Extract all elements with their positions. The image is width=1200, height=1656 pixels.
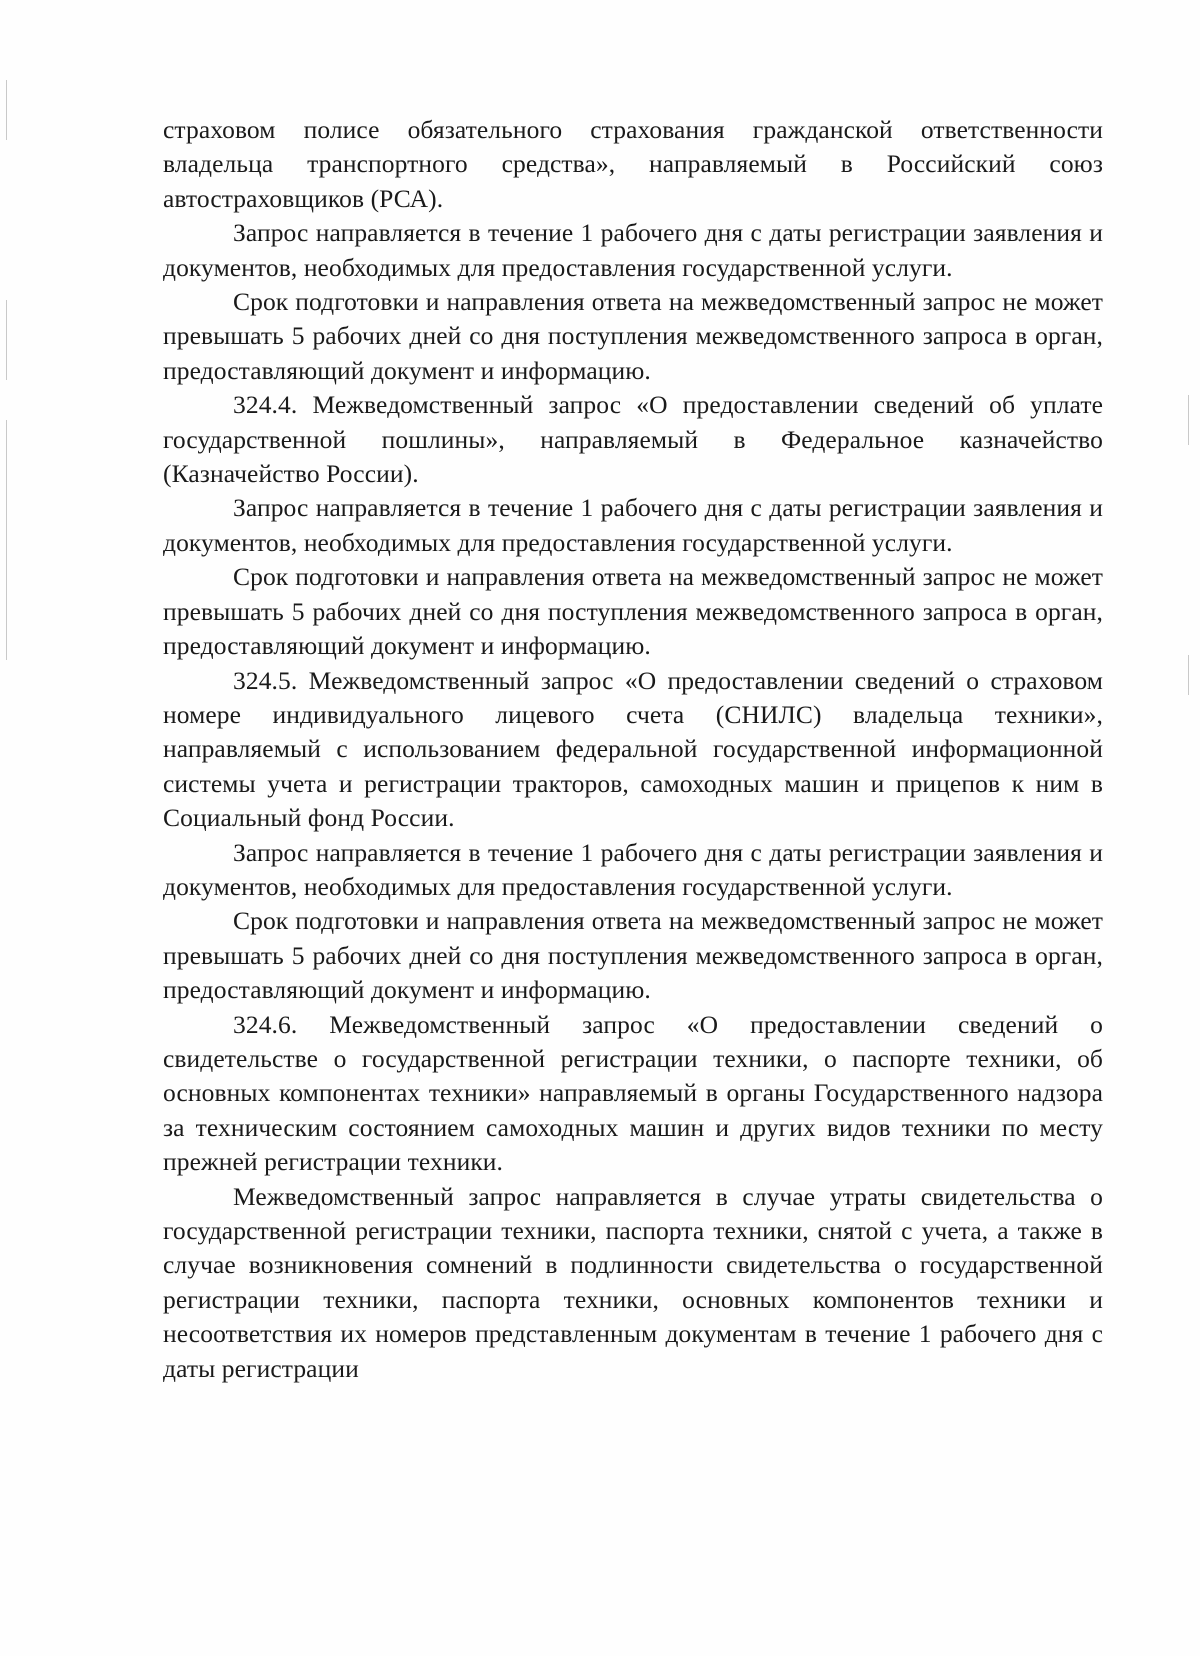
paragraph-2: Запрос направляется в течение 1 рабочего дня с даты регистрации заявления и документов, необходимых для предоставления государственной услуги. (163, 218, 1103, 282)
scan-artifact-right-2 (1188, 655, 1189, 695)
paragraph-4: 324.4. Межведомственный запрос «О предоставлении сведений об уплате государственной пошлины», направляемый в Федеральное казначейство (Казначейство России). (163, 390, 1103, 489)
scan-artifact-left-2 (6, 300, 7, 380)
paragraph-1: страховом полисе обязательного страхования гражданской ответственности владельца транспортного средства», направляемый в Российский союз автостраховщиков (РСА). (163, 115, 1103, 213)
paragraph-6: Срок подготовки и направления ответа на межведомственный запрос не может превышать 5 рабочих дней со дня поступления межведомственного запроса в орган, предоставляющий документ и информацию. (163, 562, 1103, 661)
paragraph-10: 324.6. Межведомственный запрос «О предоставлении сведений о свидетельстве о государственной регистрации техники, о паспорте техники, об основных компонентах техники» направляемый в органы Государственного надзора за техническим состоянием самоходных машин и других видов техники по месту прежней регистрации техники. (163, 1009, 1103, 1177)
paragraph-3: Срок подготовки и направления ответа на межведомственный запрос не может превышать 5 рабочих дней со дня поступления межведомственного запроса в орган, предоставляющий документ и информацию. (163, 287, 1103, 385)
paragraph-8: Запрос направляется в течение 1 рабочего дня с даты регистрации заявления и документов, необходимых для предоставления государственной услуги. (163, 837, 1103, 901)
paragraph-5: Запрос направляется в течение 1 рабочего дня с даты регистрации заявления и документов, необходимых для предоставления государственной услуги. (163, 493, 1103, 557)
scan-artifact-left-1 (6, 80, 7, 140)
paragraph-9: Срок подготовки и направления ответа на межведомственный запрос не может превышать 5 рабочих дней со дня поступления межведомственного запроса в орган, предоставляющий документ и информацию. (163, 906, 1103, 1005)
paragraph-11: Межведомственный запрос направляется в случае утраты свидетельства о государственной регистрации техники, паспорта техники, снятой с учета, а также в случае возникновения сомнений в подлинности свидетельства о государственной регистрации техники, паспорта техники, основных компонентов техники и несоответствия их номеров представленным документам в течение 1 рабочего дня с даты регистрации (163, 1181, 1103, 1383)
paragraph-7: 324.5. Межведомственный запрос «О предоставлении сведений о страховом номере индивидуального лицевого счета (СНИЛС) владельца техники», направляемый с использованием федеральной государственной информационной системы учета и регистрации тракторов, самоходных машин и прицепов к ним в Социальный фонд России. (163, 665, 1103, 833)
scan-artifact-right-1 (1188, 395, 1189, 445)
document-body (163, 113, 1103, 1386)
scan-artifact-left-3 (6, 420, 7, 660)
